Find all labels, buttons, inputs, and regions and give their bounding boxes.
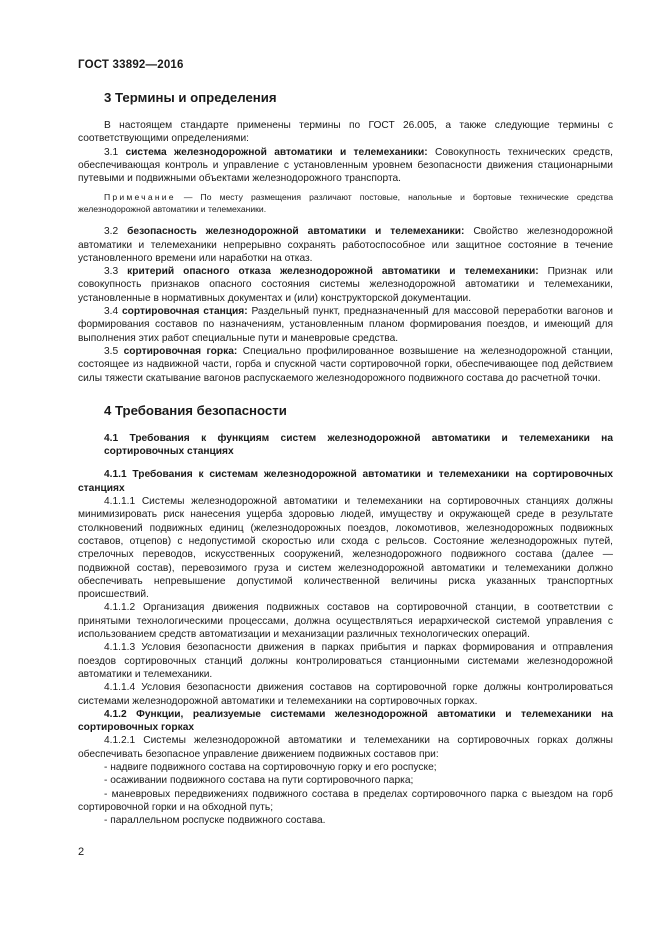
clause-4-1-1-1: 4.1.1.1 Системы железнодорожной автоматики и телемеханики на сортировочных станциях должны минимизировать риск нанесения ущерба здоровью людей, имуществу и окружающей среде в результате столкновений подвижных единиц (железнодорожных поездов, локомотивов, железнодорожных подвижных составов, отцепов) с недопустимой скоростью или схода с рельсов. Состояние железнодорожных путей, стрелочных переводов, искусственных сооружений, железнодорожного подвижного состава (далее — подвижной состав), перевозимого груза и систем железнодорожной автоматики и телемеханики должно обеспечивать непревышение допустимой количественной величины риска указанных транспортных происшествий. — [78, 496, 613, 601]
list-item: - осаживании подвижного состава на пути сортировочного парка; — [104, 775, 414, 787]
subsection-4-1-1-title: 4.1.1 Требования к системам железнодорожной автоматики и телемеханики на сортировочных станциях — [78, 469, 613, 494]
term-3-2: 3.2 безопасность железнодорожной автоматики и телемеханики: Свойство железнодорожной автоматики и телемеханики непрерывно сохранять работоспособное или защитное состояние в течение установленного времени или наработки на отказ. — [78, 226, 613, 264]
clause-4-1-2-1: 4.1.2.1 Системы железнодорожной автоматики и телемеханики на сортировочных горках должны обеспечивать безопасное управление движением подвижных составов при: — [78, 735, 613, 760]
subsection-4-1-title: 4.1 Требования к функциям систем железнодорожной автоматики и телемеханики на сортировочных станциях — [104, 432, 613, 458]
document-code-header: ГОСТ 33892—2016 — [78, 59, 184, 71]
clause-4-1-1-4: 4.1.1.4 Условия безопасности движения составов на сортировочной горке должны контролироваться системами железнодорожной автоматики и телемеханики на сортировочных горках. — [78, 682, 613, 707]
section-3-title: 3 Термины и определения — [104, 90, 277, 105]
document-body — [78, 90, 613, 827]
term-3-5: 3.5 сортировочная горка: Специально профилированное возвышение на железнодорожной станции, состоящее из надвижной части, горба и спускной части сортировочной горки, обеспечивающее под действием силы тяжести скатывание вагонов распускаемого железнодорожного подвижного состава до расчетной точки. — [78, 345, 614, 384]
page-number: 2 — [78, 846, 85, 858]
section-3-intro: В настоящем стандарте применены термины по ГОСТ 26.005, а также следующие термины с соответствующими определениями: — [78, 120, 613, 145]
term-3-3: 3.3 критерий опасного отказа железнодорожной автоматики и телемеханики: Признак или совокупность признаков опасного состояния системы железнодорожной автоматики и телемеханики, установленные в нормативных документах и (или) конструкторской документации. — [78, 266, 614, 304]
term-3-4: 3.4 сортировочная станция: Раздельный пункт, предназначенный для массовой переработки вагонов и формирования составов по назначениям, установленным планом формирования поездов, и имеющий для выполнения этих работ специальные пути и маневровые средства. — [78, 306, 613, 344]
note-label: Примечание — [104, 192, 176, 203]
clause-4-1-1-2: 4.1.1.2 Организация движения подвижных составов на сортировочной станции, в соответствии с принятыми технологическими процессами, должна осуществляться иерархической системой управления с использованием средств автоматизации и механизации различных технологических операций. — [78, 602, 613, 641]
list-item: - параллельном роспуске подвижного состава. — [104, 815, 326, 827]
list-item: - маневровых передвижениях подвижного состава в пределах сортировочного парка с выездом на горб сортировочной горки и на обходной путь; — [78, 788, 613, 813]
term-3-1-note: Примечание — По месту размещения различают постовые, напольные и бортовые технические средства железнодорожной автоматики и телемеханики. — [78, 192, 613, 214]
subsection-4-1-2-title: 4.1.2 Функции, реализуемые системами железнодорожной автоматики и телемеханики на сортировочных горках — [78, 708, 613, 734]
section-4-title: 4 Требования безопасности — [104, 402, 287, 418]
term-3-1: 3.1 система железнодорожной автоматики и телемеханики: Совокупность технических средств, обеспечивающая контроль и управление с установленным уровнем безопасности движения стационарными путевыми и подвижными объектами железнодорожного транспорта. — [78, 146, 613, 185]
list-item: - надвиге подвижного состава на сортировочную горку и его роспуске; — [104, 761, 437, 773]
clause-4-1-1-3: 4.1.1.3 Условия безопасности движения в парках прибытия и парках формирования и отправления поездов сортировочных станций должны контролироваться станционными системами железнодорожной автоматики и телемеханики. — [78, 642, 613, 680]
